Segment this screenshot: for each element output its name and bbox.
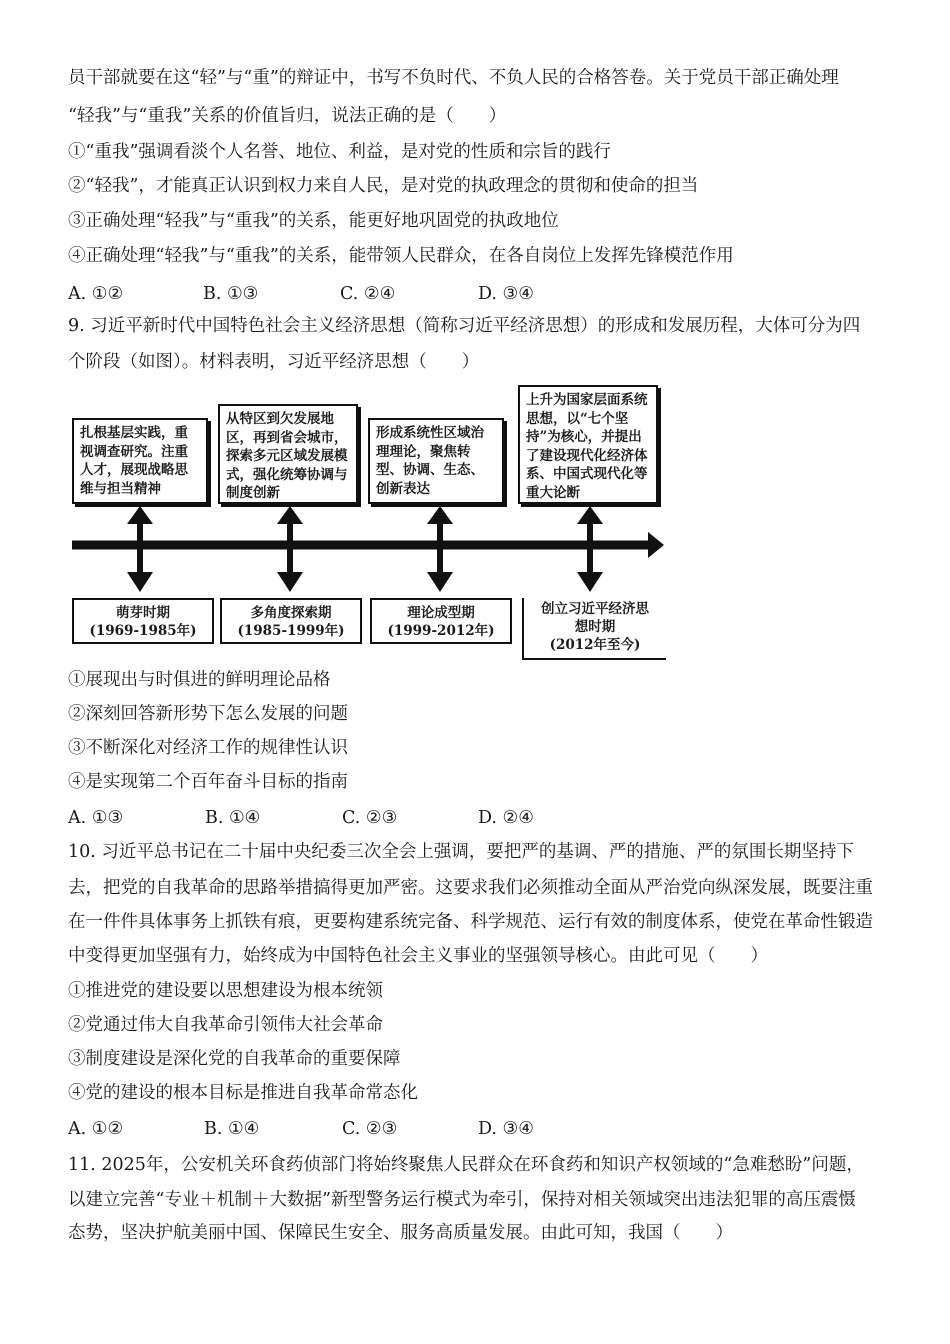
period-2 — [220, 598, 362, 644]
period-4-name: 创立习近平经济思想时期 — [541, 601, 649, 635]
period-1 — [72, 598, 214, 644]
q10-statement-2: ②党通过伟大自我革命引领伟大社会革命 — [68, 1015, 383, 1035]
q9-stem-line-1: 9. 习近平新时代中国特色社会主义经济思想（简称习近平经济思想）的形成和发展历程，大体可分为四 — [68, 316, 861, 336]
q10-option-c[interactable]: C. ②③ — [342, 1119, 398, 1139]
q10-stem-line-4: 中变得更加坚强有力，始终成为中国特色社会主义事业的坚强领导核心。由此可见（ ） — [68, 946, 768, 966]
q8-stem-line-2: “轻我”与“重我”关系的价值旨归，说法正确的是（ ） — [68, 106, 507, 126]
period-4 — [522, 598, 666, 660]
stage-2-description: 从特区到欠发展地区，再到省会城市，探索多元区域发展模式，强化统筹协调与制度创新 — [218, 404, 358, 504]
period-1-name: 萌芽时期 — [116, 605, 170, 621]
q10-stem-line-3: 在一件件具体事务上抓铁有痕，更要构建系统完备、科学规范、运行有效的制度体系，使党在革命性锻造 — [68, 912, 873, 932]
q11-stem-line-1: 11. 2025年，公安机关环食药侦部门将始终聚焦人民群众在环食药和知识产权领域的“急难愁盼”问题， — [68, 1155, 864, 1175]
stage-4-description: 上升为国家层面系统思想，以“七个坚持”为核心，并提出了建设现代化经济体系、中国式现代化等重大论断 — [518, 385, 658, 504]
q9-statement-1: ①展现出与时俱进的鲜明理论品格 — [68, 670, 331, 690]
q10-stem-line-2: 去，把党的自我革命的思路举措搞得更加严密。这要求我们必须推动全面从严治党向纵深发展，既要注重 — [68, 878, 873, 898]
period-2-name: 多角度探索期 — [250, 605, 332, 621]
q10-statement-3: ③制度建设是深化党的自我革命的重要保障 — [68, 1049, 401, 1069]
q9-option-b[interactable]: B. ①④ — [205, 808, 261, 828]
period-3 — [370, 598, 512, 644]
q10-option-b[interactable]: B. ①④ — [204, 1119, 260, 1139]
period-4-years: (2012年至今) — [549, 637, 641, 653]
period-1-years: (1969-1985年) — [89, 623, 197, 639]
q8-option-c[interactable]: C. ②④ — [340, 284, 396, 304]
q8-statement-1: ①“重我”强调看淡个人名誉、地位、利益，是对党的性质和宗旨的践行 — [68, 142, 611, 162]
period-2-years: (1985-1999年) — [237, 623, 345, 639]
q9-stem-line-2: 个阶段（如图）。材料表明，习近平经济思想（ ） — [68, 352, 480, 372]
q10-option-d[interactable]: D. ③④ — [478, 1119, 534, 1139]
q8-option-a[interactable]: A. ①② — [68, 284, 124, 304]
q8-stem-line-1: 员干部就要在这“轻”与“重”的辩证中，书写不负时代、不负人民的合格答卷。关于党员干部正确处理 — [68, 68, 839, 88]
q10-statement-4: ④党的建设的根本目标是推进自我革命常态化 — [68, 1083, 418, 1103]
q10-statement-1: ①推进党的建设要以思想建设为根本统领 — [68, 981, 383, 1001]
period-3-name: 理论成型期 — [407, 605, 475, 621]
q11-stem-line-2: 以建立完善“专业＋机制＋大数据”新型警务运行模式为牵引，保持对相关领域突出违法犯罪的高压震慑 — [68, 1190, 856, 1210]
q8-statement-4: ④正确处理“轻我”与“重我”的关系，能带领人民群众，在各自岗位上发挥先锋模范作用 — [68, 246, 734, 266]
q8-option-d[interactable]: D. ③④ — [478, 284, 534, 304]
q9-statement-2: ②深刻回答新形势下怎么发展的问题 — [68, 704, 348, 724]
q8-statement-2: ②“轻我”，才能真正认识到权力来自人民，是对党的执政理念的贯彻和使命的担当 — [68, 176, 699, 196]
stage-1-description: 扎根基层实践，重视调查研究。注重人才，展现战略思维与担当精神 — [72, 418, 208, 504]
q9-option-c[interactable]: C. ②③ — [342, 808, 398, 828]
q9-statement-3: ③不断深化对经济工作的规律性认识 — [68, 738, 348, 758]
q9-option-a[interactable]: A. ①③ — [68, 808, 124, 828]
timeline-arrowhead — [648, 532, 664, 558]
period-3-years: (1999-2012年) — [387, 623, 495, 639]
q8-option-b[interactable]: B. ①③ — [203, 284, 259, 304]
q9-statement-4: ④是实现第二个百年奋斗目标的指南 — [68, 772, 348, 792]
q9-option-d[interactable]: D. ②④ — [478, 808, 534, 828]
q10-option-a[interactable]: A. ①② — [68, 1119, 124, 1139]
q10-stem-line-1: 10. 习近平总书记在二十届中央纪委三次全会上强调，要把严的基调、严的措施、严的氛围长期坚持下 — [68, 842, 854, 862]
q11-stem-line-3: 态势，坚决护航美丽中国、保障民生安全、服务高质量发展。由此可知，我国（ ） — [68, 1223, 733, 1243]
stage-3-description: 形成系统性区域治理理论，聚焦转型、协调、生态、创新表达 — [368, 418, 504, 504]
q8-statement-3: ③正确处理“轻我”与“重我”的关系，能更好地巩固党的执政地位 — [68, 211, 559, 231]
